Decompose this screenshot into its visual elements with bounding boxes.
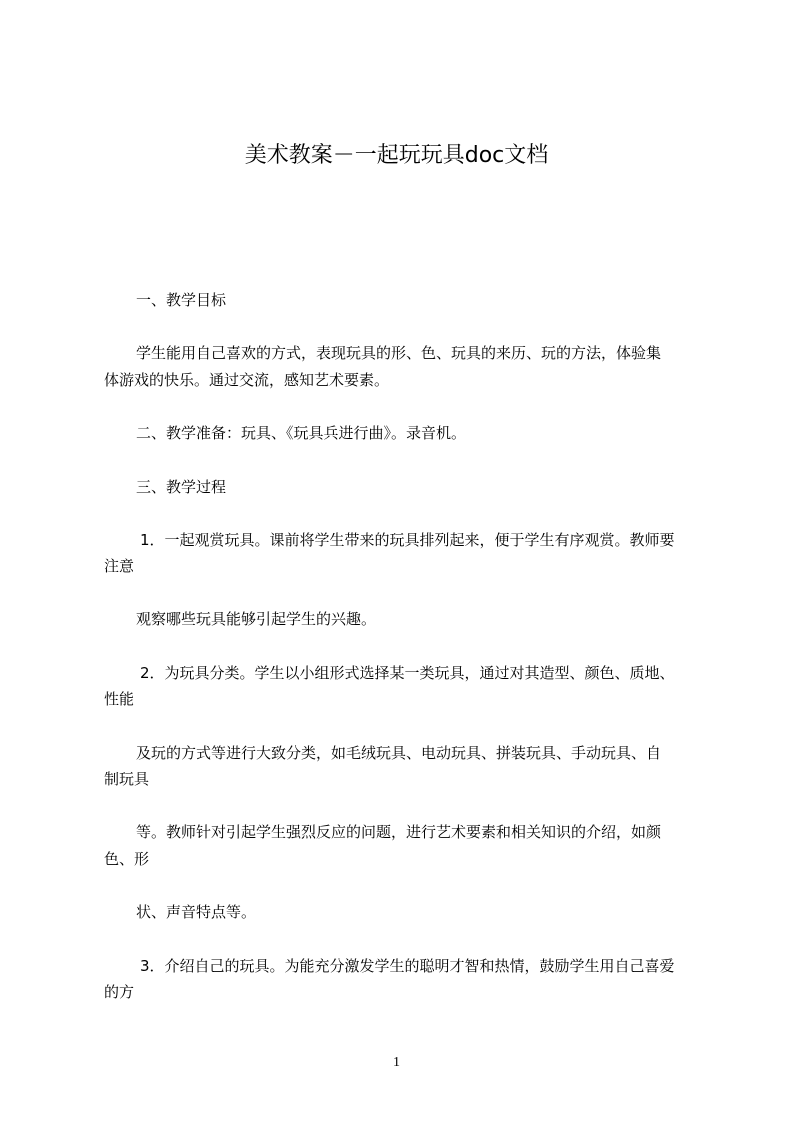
section-heading-process: 三、教学过程 [136,478,227,496]
section-heading-objectives: 一、教学目标 [136,291,227,309]
paragraph-line: 1．一起观赏玩具。课前将学生带来的玩具排列起来，便于学生有序观赏。教师要 [140,531,675,549]
document-title: 美术教案－一起玩玩具doc文档 [244,143,549,168]
paragraph-line: 学生能用自己喜欢的方式，表现玩具的形、色、玩具的来历、玩的方法，体验集 [136,344,662,362]
paragraph-line: 性能 [104,690,135,708]
paragraph-line: 3．介绍自己的玩具。为能充分激发学生的聪明才智和热情，鼓励学生用自己喜爱 [140,957,675,975]
section-heading-preparation: 二、教学准备：玩具、《玩具兵进行曲》。录音机。 [136,424,467,442]
paragraph-line: 观察哪些玩具能够引起学生的兴趣。 [136,610,377,628]
page-number: 1 [393,1055,400,1070]
paragraph-line: 色、形 [104,850,150,868]
paragraph-line: 的方 [104,983,135,1001]
paragraph-line: 及玩的方式等进行大致分类，如毛绒玩具、电动玩具、拼装玩具、手动玩具、自 [136,744,662,762]
paragraph-line: 状、声音特点等。 [136,903,257,921]
paragraph-line: 等。教师针对引起学生强烈反应的问题，进行艺术要素和相关知识的介绍，如颜 [136,823,662,841]
paragraph-line: 制玩具 [104,770,150,788]
paragraph-line: 2．为玩具分类。学生以小组形式选择某一类玩具，通过对其造型、颜色、质地、 [140,664,675,682]
paragraph-line: 体游戏的快乐。通过交流，感知艺术要素。 [104,371,390,389]
paragraph-line: 注意 [104,557,135,575]
